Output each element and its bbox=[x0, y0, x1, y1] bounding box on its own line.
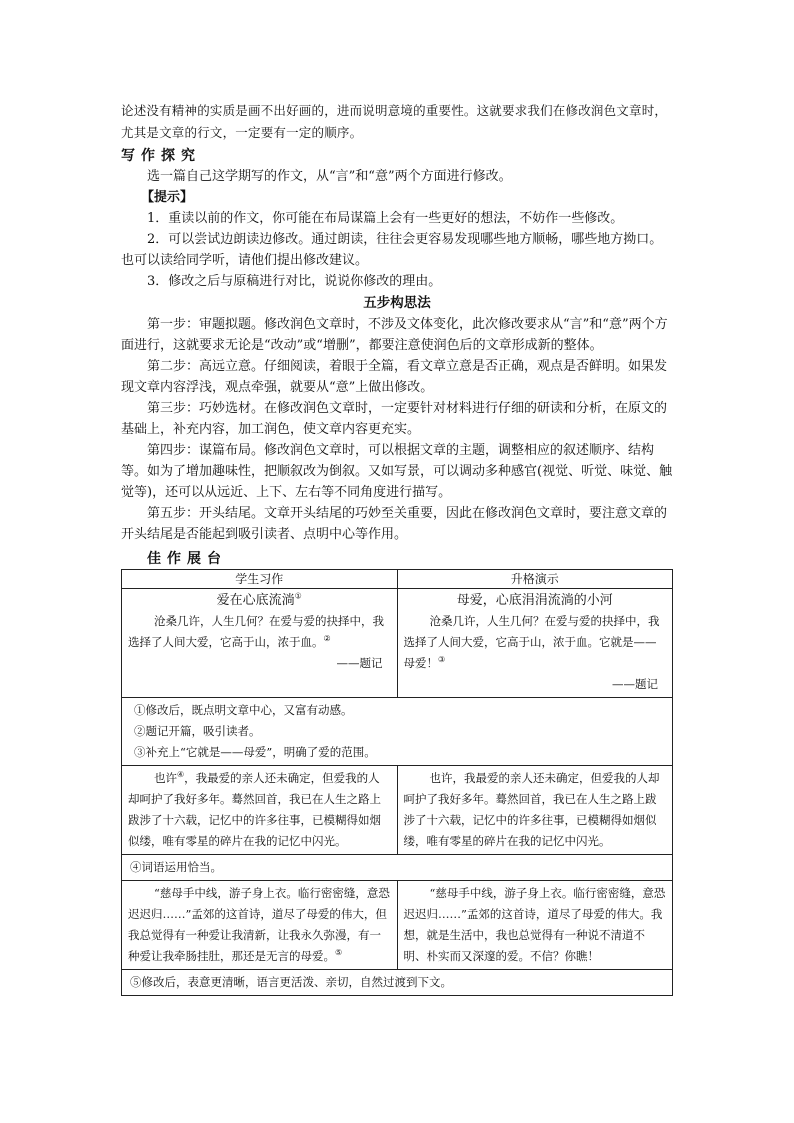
method-step: 第五步：开头结尾。文章开头结尾的巧妙至关重要，因此在修改润色文章时，要注意文章的开头结尾是否能起到吸引读者、点明中心等作用。 bbox=[121, 506, 668, 542]
upgrade-paragraph-2: 也许，我最爱的亲人还未确定，但爱我的人却呵护了我好多年。蓦然回首，我已在人生之路上跋涉了十六载，记忆中的许多往事，已模糊得如烟似缕，唯有零星的碎片在我的记忆中闪光。 bbox=[397, 766, 673, 855]
method-step: 第一步：审题拟题。修改润色文章时，不涉及文体变化，此次修改要求从“言”和“意”两个方面进行，这就要求无论是“改动”或“增删”，都要注意使润色后的文章形成新的整体。 bbox=[121, 317, 668, 353]
comment-line: ④词语运用恰当。 bbox=[122, 855, 673, 881]
upgrade-paragraph-3: “慈母手中线，游子身上衣。临行密密缝，意恐迟迟归……”孟郊的这首诗，道尽了母爱的伟大。我想，就是生活中，我也总觉得有一种说不清道不明、朴实而又深邃的爱。不信？你瞧！ bbox=[397, 881, 673, 970]
upgrade-epigraph: 沧桑几许，人生几何？在爱与爱的抉择中，我选择了人间大爱，它高于山，浓于血。它就是——母爱！③ bbox=[403, 614, 660, 670]
header-upgrade-demo: 升格演示 bbox=[397, 570, 673, 589]
comment-line: ⑤修改后，表意更清晰，语言更活泼、亲切，自然过渡到下文。 bbox=[122, 970, 673, 996]
upgrade-opening bbox=[397, 589, 673, 698]
tip-item: 1．重读以前的作文，你可能在布局谋篇上会有一些更好的想法，不妨作一些修改。 bbox=[147, 211, 624, 226]
upgrade-title: 母爱，心底涓涓流淌的小河 bbox=[456, 593, 613, 608]
student-essay-epigraph: 沧桑几许，人生几何？在爱与爱的抉择中，我选择了人间大爱，它高于山，浓于血。② bbox=[128, 614, 384, 649]
comment-line: ②题记开篇，吸引读者。 bbox=[134, 724, 261, 738]
method-step: 第二步：高远立意。仔细阅读，着眼于全篇，看文章立意是否正确，观点是否鲜明。如果发现文章内容浮浅，观点牵强，就要从“意”上做出修改。 bbox=[121, 359, 668, 395]
method-step: 第三步：巧妙选材。在修改润色文章时，一定要针对材料进行仔细的研读和分析，在原文的基础上，补充内容，加工润色，使文章内容更充实。 bbox=[121, 401, 668, 437]
upgrade-signature: ——题记 bbox=[612, 677, 658, 691]
tip-item: 3．修改之后与原稿进行对比，说说你修改的理由。 bbox=[147, 274, 442, 289]
student-essay-opening bbox=[122, 589, 398, 698]
tips-heading: 【提示】 bbox=[141, 190, 194, 205]
writing-prompt: 选一篇自己这学期写的作文，从“言”和“意”两个方面进行修改。 bbox=[147, 169, 512, 184]
page-content bbox=[121, 100, 673, 996]
showcase-title: 佳作展台 bbox=[147, 551, 227, 567]
comment-line: ③补充上“它就是——母爱”，明确了爱的范围。 bbox=[134, 745, 376, 759]
method-step: 第四步：谋篇布局。修改润色文章时，可以根据文章的主题，调整相应的叙述顺序、结构等。如为了增加趣味性，把顺叙改为倒叙。又如写景，可以调动多种感官(视觉、听觉、味觉、触觉等)，还可以从远近、上下、左右等不同角度进行描写。 bbox=[121, 443, 673, 500]
student-essay-signature: ——题记 bbox=[336, 656, 383, 670]
comment-line: ①修改后，既点明文章中心，又富有动感。 bbox=[134, 703, 353, 717]
comment-block bbox=[122, 698, 673, 766]
student-essay-paragraph-3: “慈母手中线，游子身上衣。临行密密缝，意恐迟迟归……”孟郊的这首诗，道尽了母爱的伟大，但我总觉得有一种爱让我清新，让我永久弥漫，有一种爱让我牵肠挂肚，那还是无言的母爱。⑤ bbox=[122, 881, 398, 970]
student-essay-paragraph-2: 也许④，我最爱的亲人还未确定，但爱我的人却呵护了我好多年。蓦然回首，我已在人生之路上跋涉了十六载，记忆中的许多往事，已模糊得如烟似缕，唯有零星的碎片在我的记忆中闪光。 bbox=[122, 766, 398, 855]
intro-paragraph: 论述没有精神的实质是画不出好画的，进而说明意境的重要性。这就要求我们在修改润色文章时，尤其是文章的行文，一定要有一定的顺序。 bbox=[121, 103, 668, 140]
student-essay-title: 爱在心底流淌① bbox=[216, 591, 302, 608]
method-title: 五步构思法 bbox=[363, 295, 431, 311]
writing-section-title: 写作探究 bbox=[121, 148, 201, 164]
tip-item: 2．可以尝试边朗读边修改。通过朗读，往往会更容易发现哪些地方顺畅，哪些地方拗口。也可以读给同学听，请他们提出修改建议。 bbox=[121, 232, 663, 268]
header-student-essay: 学生习作 bbox=[122, 570, 398, 589]
showcase-table bbox=[121, 569, 673, 996]
